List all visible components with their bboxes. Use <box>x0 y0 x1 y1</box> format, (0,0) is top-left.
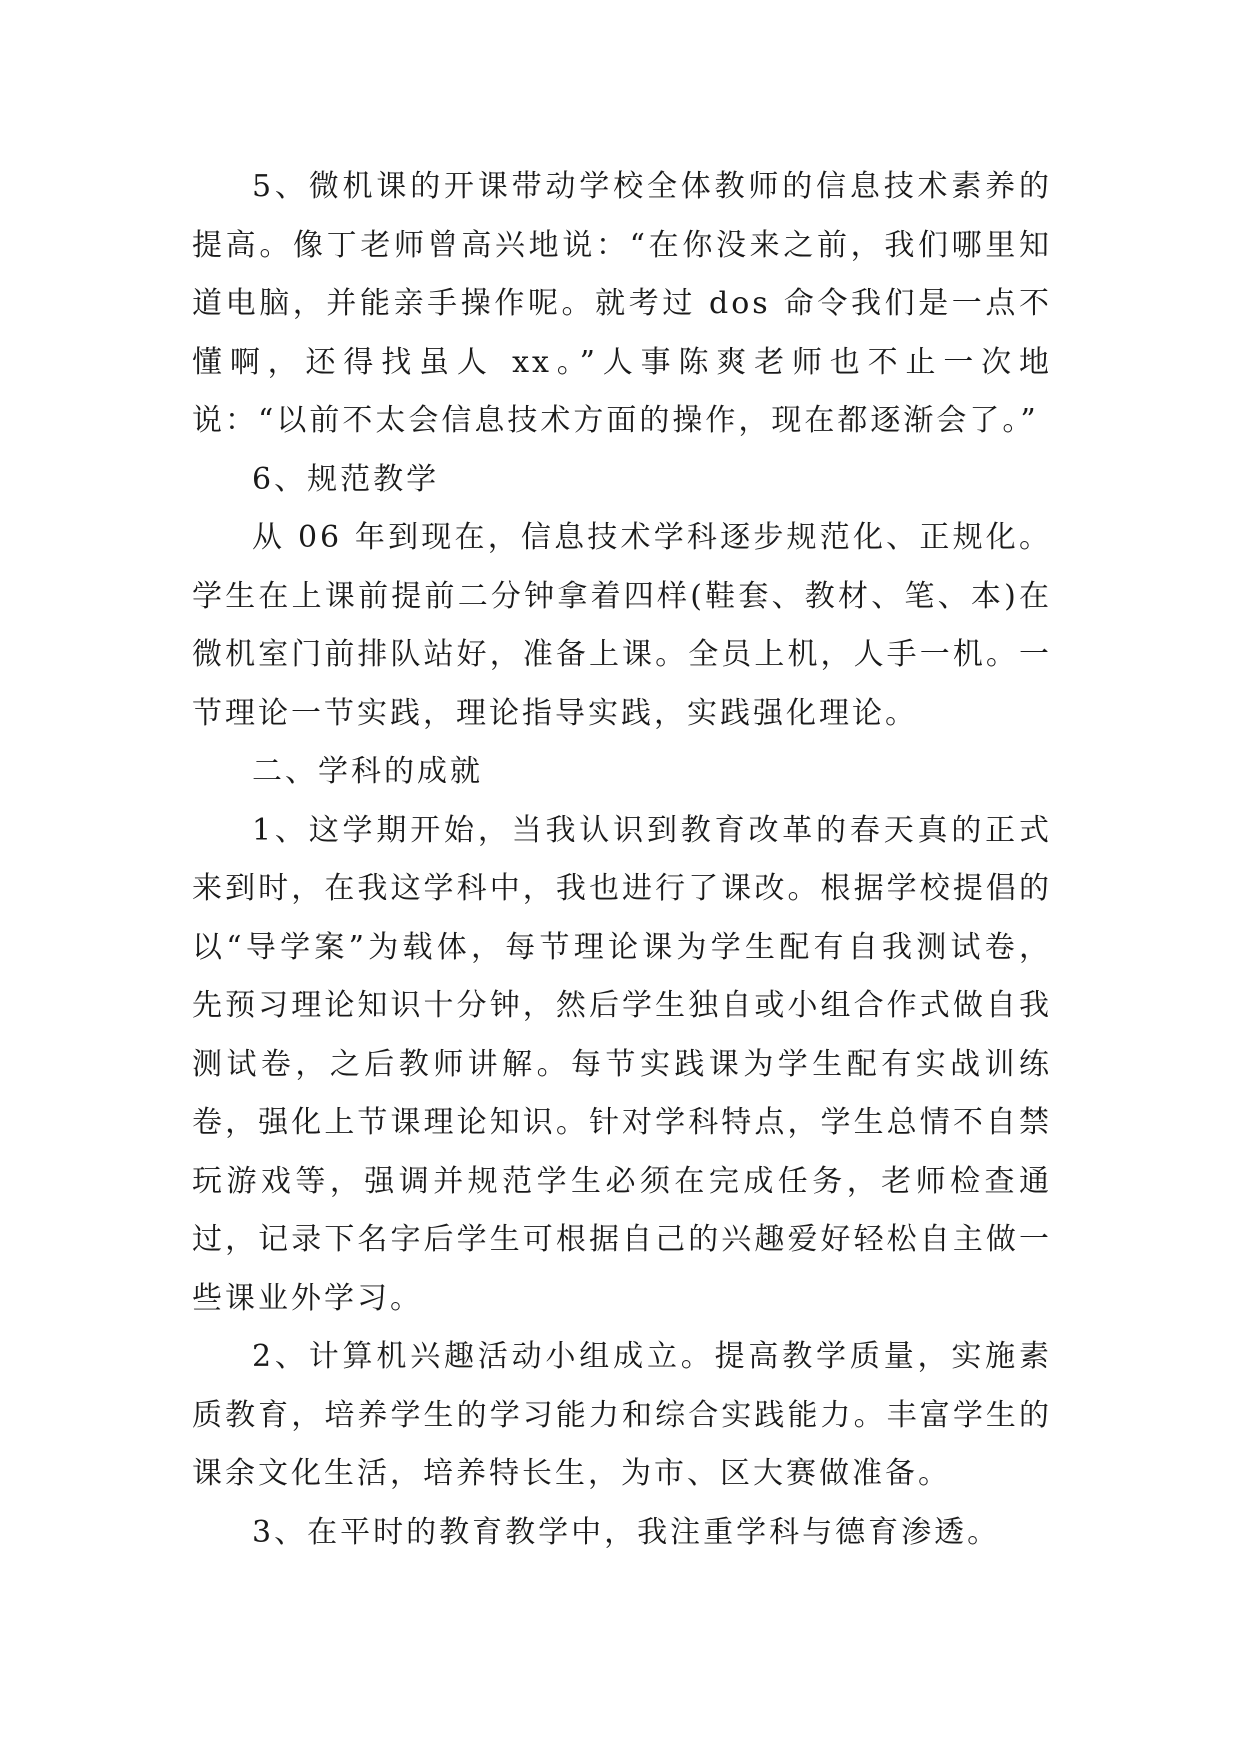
paragraph-curriculum-reform: 1、这学期开始，当我认识到教育改革的春天真的正式来到时，在我这学科中，我也进行了课改。根据学校提倡的以“导学案”为载体，每节理论课为学生配有自我测试卷，先预习理论知识十分钟，然后学生独自或小组合作式做自我测试卷，之后教师讲解。每节实践课为学生配有实战训练卷，强化上节课理论知识。针对学科特点，学生总情不自禁玩游戏等，强调并规范学生必须在完成任务，老师检查通过，记录下名字后学生可根据自己的兴趣爱好轻松自主做一些课业外学习。 <box>192 812 1052 1316</box>
paragraph-microcomputer-literacy: 5、微机课的开课带动学校全体教师的信息技术素养的提高。像丁老师曾高兴地说：“在你没来之前，我们哪里知道电脑，并能亲手操作呢。就考过 dos 命令我们是一点不懂啊，还得找虽人 xx。”人事陈爽老师也不止一次地说：“以前不太会信息技术方面的操作，现在都逐渐会了。” <box>192 169 1052 438</box>
heading-achievements: 二、学科的成就 <box>252 754 483 789</box>
heading-standard-teaching: 6、规范教学 <box>252 461 440 497</box>
paragraph-standardization: 从 06 年到现在，信息技术学科逐步规范化、正规化。学生在上课前提前二分钟拿着四样(鞋套、教材、笔、本)在微机室门前排队站好，准备上课。全员上机，人手一机。一节理论一节实践，理论指导实践，实践强化理论。 <box>192 520 1052 731</box>
paragraph-interest-group: 2、计算机兴趣活动小组成立。提高教学质量，实施素质教育，培养学生的学习能力和综合实践能力。丰富学生的课余文化生活，培养特长生，为市、区大赛做准备。 <box>192 1339 1052 1491</box>
paragraph-moral-education: 3、在平时的教育教学中，我注重学科与德育渗透。 <box>252 1514 1001 1550</box>
document-body <box>192 158 1052 1562</box>
